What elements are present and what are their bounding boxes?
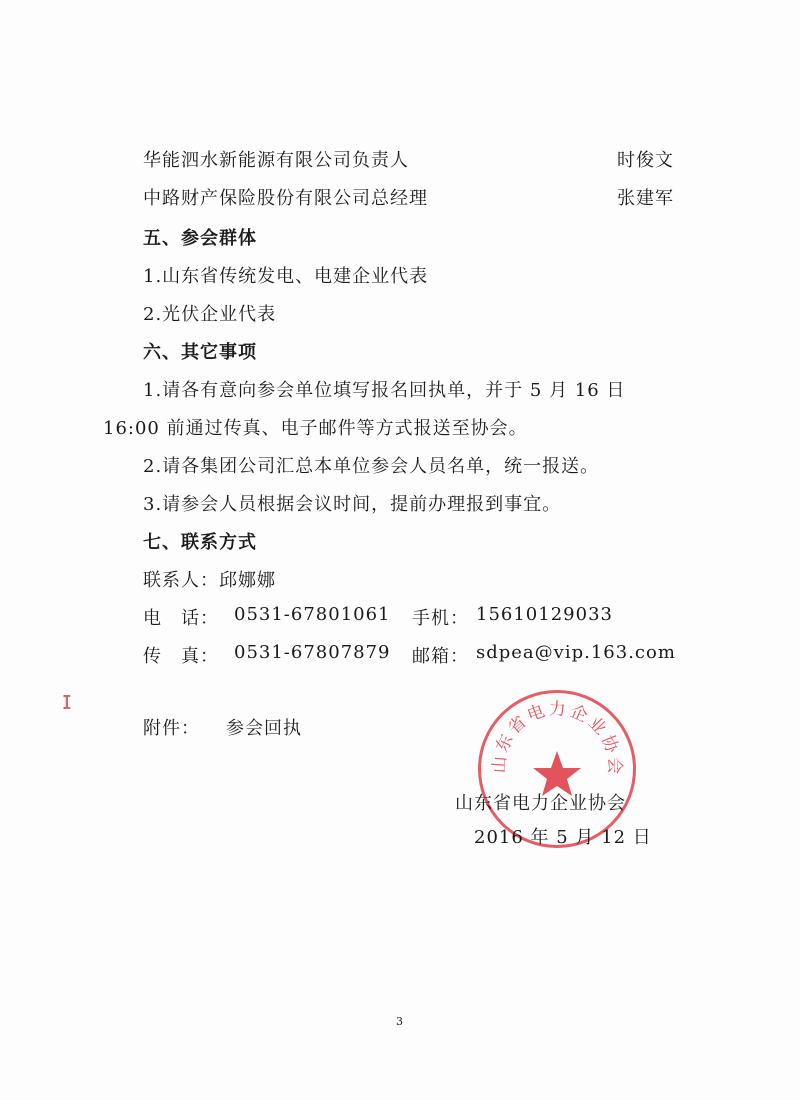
phone-label: 电 话： bbox=[143, 608, 219, 629]
leader-line-1: 华能泗水新能源有限公司负责人 bbox=[143, 150, 409, 171]
section-6-title: 六、其它事项 bbox=[143, 342, 257, 363]
section-6-item-2: 2.请各集团公司汇总本单位参会人员名单，统一报送。 bbox=[143, 456, 600, 477]
red-mark-icon: ɪ bbox=[62, 686, 72, 716]
section-6-item-1-line-2: 16:00 前通过传真、电子邮件等方式报送至协会。 bbox=[103, 418, 528, 439]
mobile-label: 手机： bbox=[412, 608, 469, 629]
phone-value: 0531-67801061 bbox=[234, 604, 391, 625]
section-5-item-1: 1.山东省传统发电、电建企业代表 bbox=[143, 266, 429, 287]
page-number: 3 bbox=[396, 1015, 403, 1028]
leader-name-2: 张建军 bbox=[617, 188, 674, 209]
section-5-title: 五、参会群体 bbox=[143, 228, 257, 249]
signature-date: 2016 年 5 月 12 日 bbox=[474, 827, 652, 848]
email-value: sdpea@vip.163.com bbox=[476, 642, 676, 663]
section-6-item-3: 3.请参会人员根据会议时间，提前办理报到事宜。 bbox=[143, 494, 562, 515]
attachment-label: 附件： bbox=[143, 718, 200, 739]
leader-name-1: 时俊文 bbox=[617, 150, 674, 171]
fax-label: 传 真： bbox=[143, 646, 219, 667]
leader-line-2: 中路财产保险股份有限公司总经理 bbox=[143, 188, 428, 209]
attachment-value: 参会回执 bbox=[226, 718, 302, 739]
email-label: 邮箱： bbox=[412, 646, 469, 667]
signature-org: 山东省电力企业协会 bbox=[455, 793, 626, 814]
fax-value: 0531-67807879 bbox=[234, 642, 391, 663]
section-6-item-1-line-1: 1.请各有意向参会单位填写报名回执单，并于 5 月 16 日 bbox=[143, 380, 626, 401]
mobile-value: 15610129033 bbox=[476, 604, 613, 625]
section-7-title: 七、联系方式 bbox=[143, 532, 257, 553]
section-5-item-2: 2.光伏企业代表 bbox=[143, 304, 277, 325]
contact-person: 联系人：邱娜娜 bbox=[143, 570, 276, 591]
seal-text: 山东省电力企业协会 bbox=[489, 699, 625, 778]
